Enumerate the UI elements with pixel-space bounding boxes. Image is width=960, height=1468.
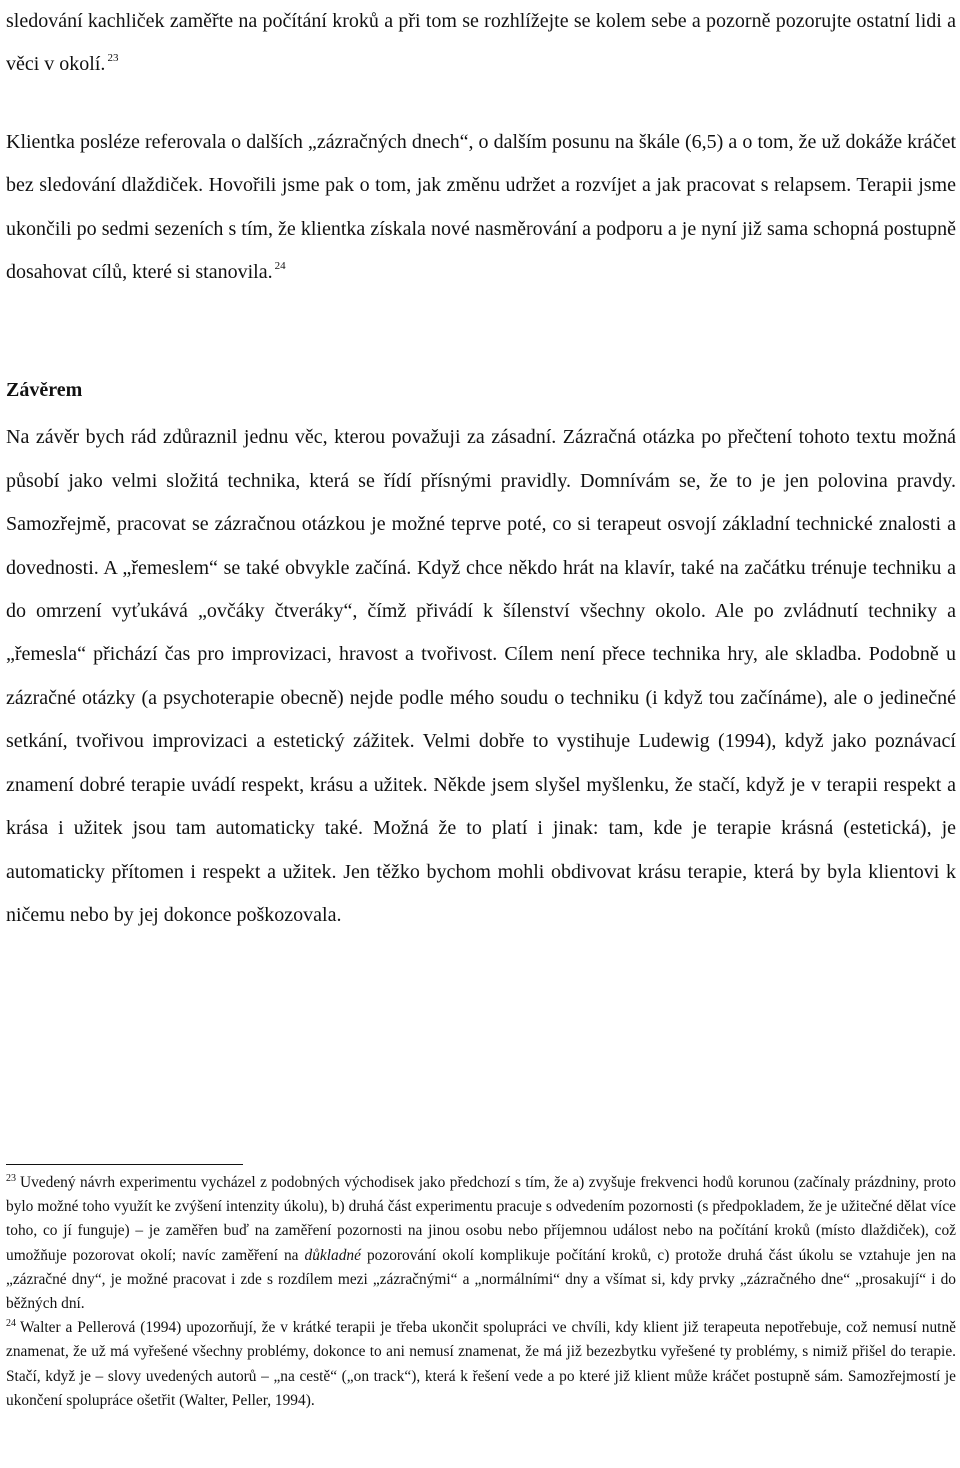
footnote-23 bbox=[6, 1171, 956, 1316]
footnote-24 bbox=[6, 1316, 956, 1413]
footnote-ref-24[interactable]: 24 bbox=[274, 260, 286, 273]
footnote-ref-23[interactable]: 23 bbox=[107, 52, 119, 65]
footnote-number: 24 bbox=[6, 1318, 16, 1330]
footnote-emphasis: důkladné bbox=[304, 1246, 361, 1264]
footnote-number: 23 bbox=[6, 1173, 16, 1184]
footnote-text: Uvedený návrh experimentu vycházel z podobných východisek jako předchozí s tím, že a) zvyšuje frekvenci hodů korunou (začínaly prázdniny, proto bylo možné toho využít ke zvýšení intenzity úkolu), b) druhá část experimentu pracuje s odvedením pozornosti (s předpokladem, že je užitečné dělat více toho, co jí funguje) – je zaměřen buď na zaměření pozornosti na jinou osobu nebo příjemnou událost nebo na počítání kroků (místo dlaždiček), což umožňuje pozorovat okolí; navíc zaměření na bbox=[6, 1174, 956, 1264]
paragraph-conclusion: Na závěr bych rád zdůraznil jednu věc, kterou považuji za zásadní. Zázračná otázka po přečtení tohoto textu možná působí jako velmi složitá technika, která se řídí přísnými pravidly. Domnívám se, že to je jen polovina pravdy. Samozřejmě, pracovat se zázračnou otázkou je možné teprve poté, co si terapeut osvojí základní technické znalosti a dovednosti. A „řemeslem“ se také obvykle začíná. Když chce někdo hrát na klavír, také na začátku trénuje techniku a do omrzení vyťukává „ovčáky čtveráky“, čímž přivádí k šílenství všechny okolo. Ale po zvládnutí techniky a „řemesla“ přichází čas pro improvizaci, hravost a tvořivost. Cílem není přece technika hry, ale skladba. Podobně u zázračné otázky (a psychoterapie obecně) nejde podle mého soudu o techniku (i když tou začínáme), ale o jedinečné setkání, tvořivou improvizaci a estetický zážitek. Velmi dobře to vystihuje Ludewig (1994), když jako poznávací znamení dobré terapie uvádí respekt, krásu a užitek. Někde jsem slyšel myšlenku, že stačí, když je v terapii respekt a krása i užitek jsou tam automaticky také. Možná že to platí i jinak: tam, kde je terapie krásná (estetická), je automaticky přítomen i respekt a užitek. Jen těžko bychom mohli obdivovat krásu terapie, která by byla klientovi k ničemu nebo by jej dokonce poškozovala. bbox=[6, 426, 956, 926]
section-conclusion bbox=[6, 369, 956, 937]
paragraph-intro-text: sledování kachliček zaměřte na počítání kroků a při tom se rozhlížejte se kolem sebe a pozorně pozorujte ostatní lidi a věci v okolí. bbox=[6, 10, 956, 76]
paragraph-client-progress bbox=[6, 121, 956, 295]
paragraph-client-progress-text: Klientka posléze referovala o dalších „zázračných dnech“, o dalším posunu na škále (6,5) a o tom, že už dokáže kráčet bez sledování dlaždiček. Hovořili jsme pak o tom, jak změnu udržet a rozvíjet a jak pracovat s relapsem. Terapii jsme ukončili po sedmi sezeních s tím, že klientka získala nové nasměrování a podporu a je nyní již sama schopná postupně dosahovat cílů, které si stanovila. bbox=[6, 130, 956, 284]
footnote-text-continued: pozorování okolí komplikuje počítání kroků, c) protože druhá část úkolu se vztahuje jen na „zázračné dny“, je možné pracovat i zde s rozdílem mezi „zázračnými“ a „normálními“ dny a všímat si, kdy prvky „zázračného dne“ „prosakují“ i do běžných dní. bbox=[6, 1246, 956, 1313]
section-heading: Závěrem bbox=[6, 379, 83, 402]
footnotes bbox=[6, 1164, 956, 1413]
footnote-text: Walter a Pellerová (1994) upozorňují, že v krátké terapii je třeba ukončit spolupráci ve chvíli, kdy klient již terapeuta nepotřebuje, což nemusí nutně znamenat, že už má vyřešené všechny problémy, dokonce to ani nemusí znamenat, že má již bezezbytku vyřešené ty problémy, s nimiž přišel do terapie. Stačí, když je – slovy uvedených autorů – „na cestě“ („on track“), která k řešení vede a po které již klient může kráčet postupně sám. Samozřejmostí je ukončení spolupráce ošetřit (Walter, Peller, 1994). bbox=[6, 1319, 956, 1409]
paragraph-intro bbox=[6, 0, 956, 87]
page-body bbox=[6, 0, 956, 937]
footnote-separator bbox=[6, 1164, 243, 1165]
